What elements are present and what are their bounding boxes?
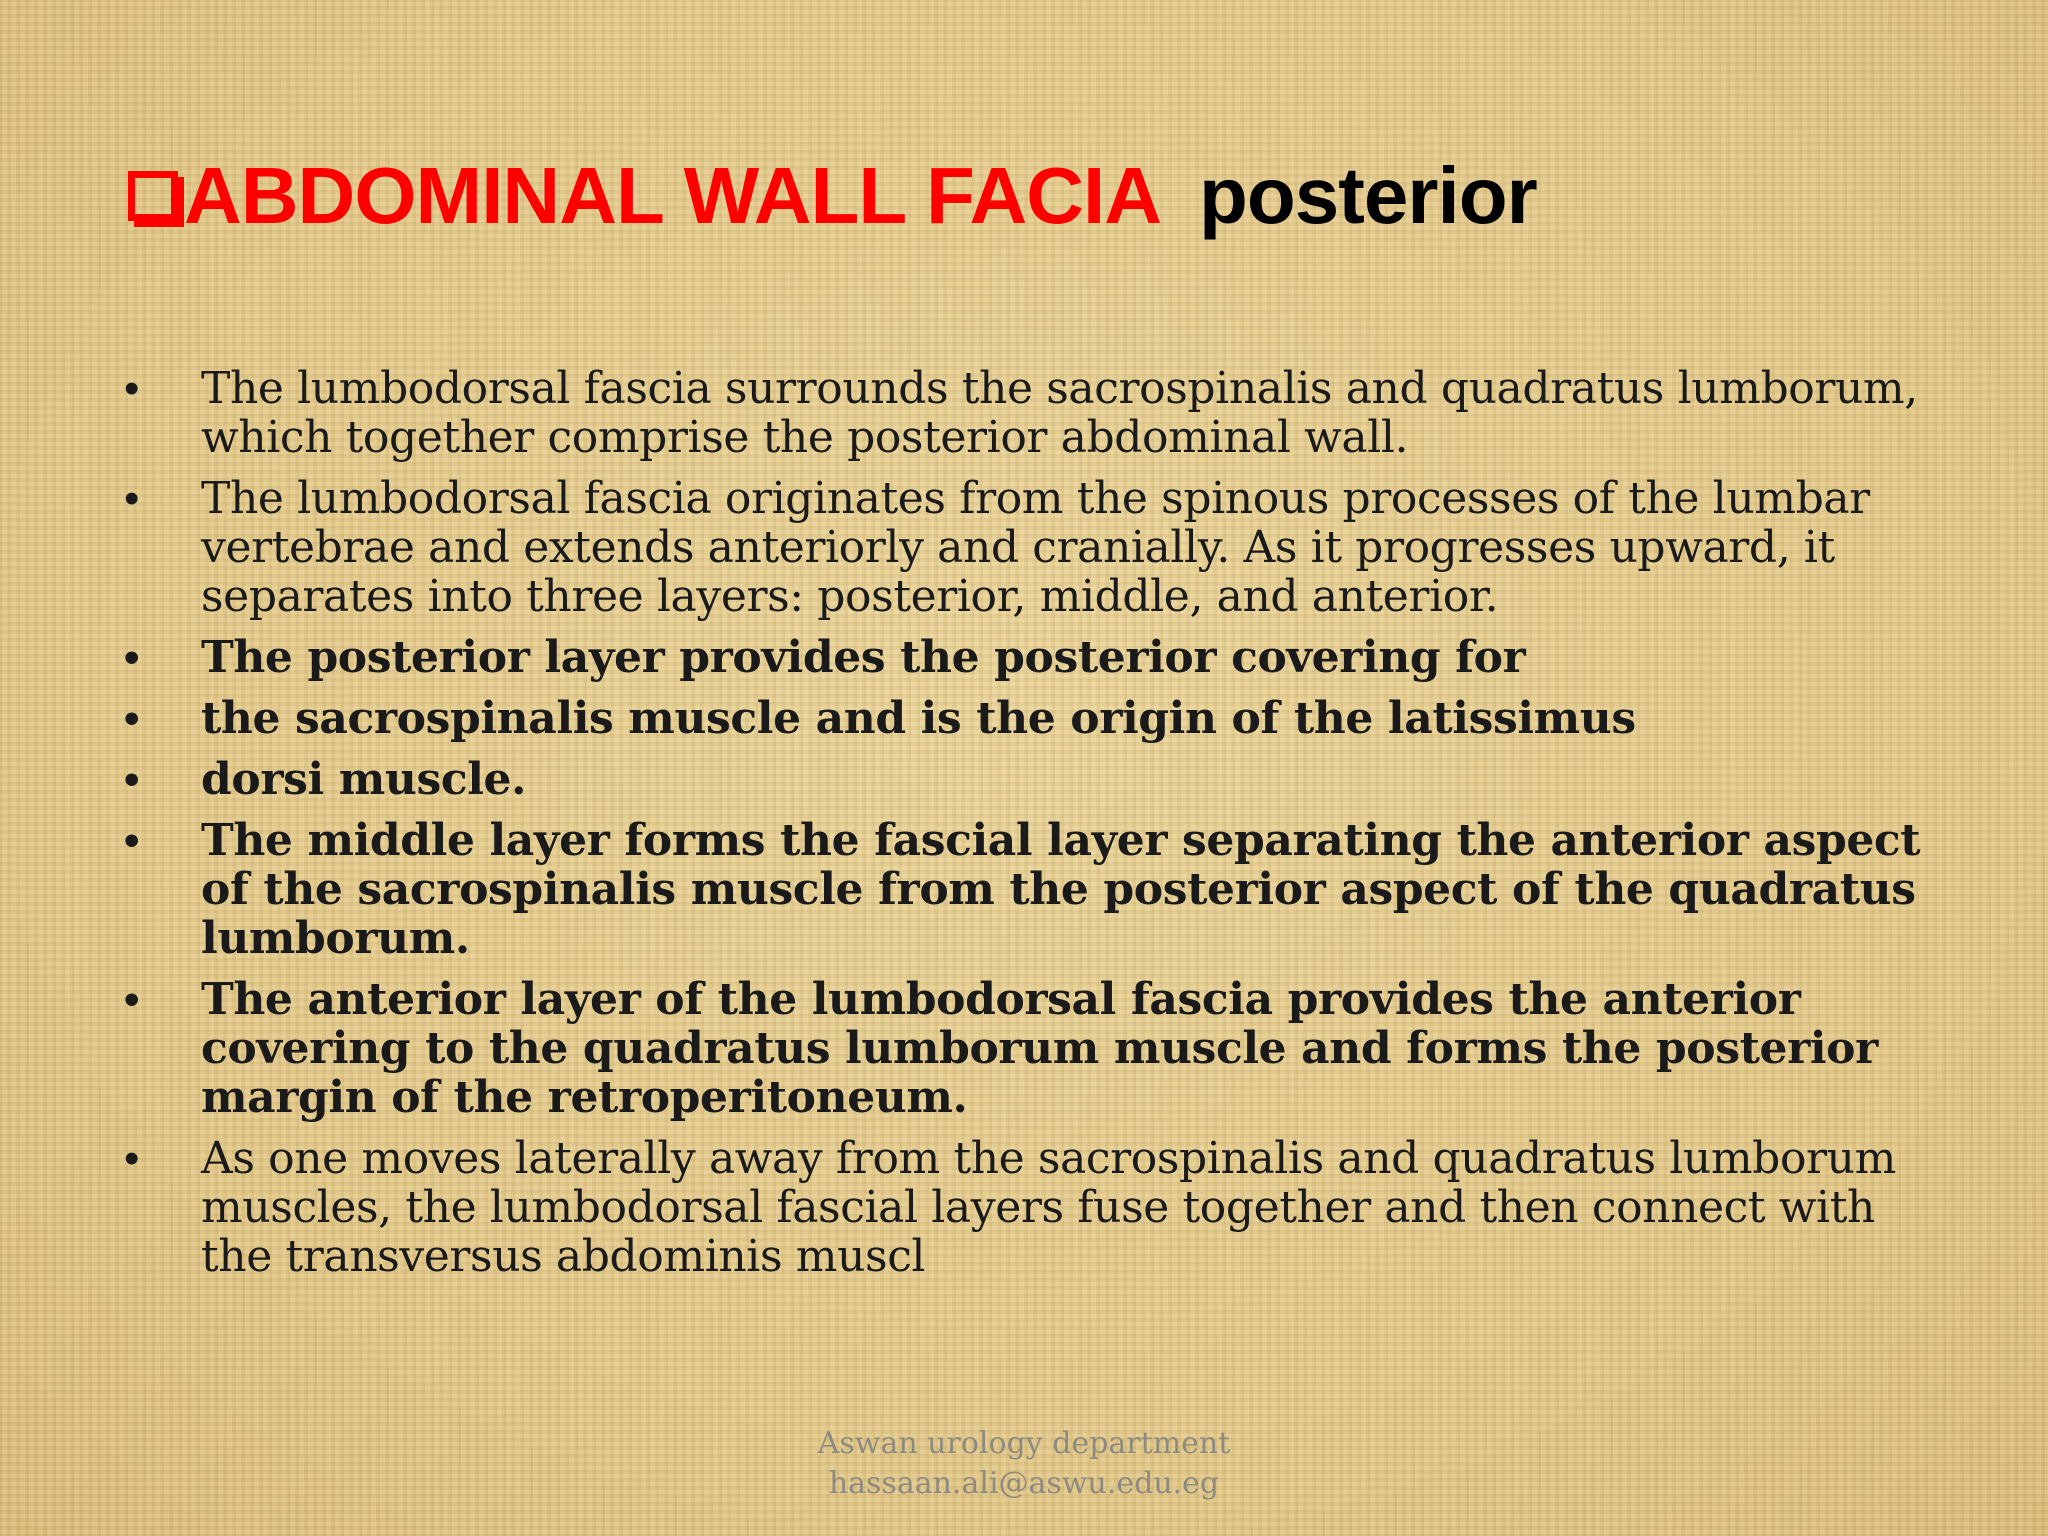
list-item bbox=[124, 694, 1924, 743]
title-main: ABDOMINAL WALL FACIA bbox=[184, 151, 1161, 240]
list-item bbox=[124, 816, 1924, 963]
checkbox-icon bbox=[128, 171, 178, 221]
bullet-icon: • bbox=[124, 1134, 140, 1183]
bullet-text: The anterior layer of the lumbodorsal fascia provides the anterior covering to the quadratus lumborum muscle and forms the posterior margin of the retroperitoneum. bbox=[201, 974, 1878, 1123]
list-item bbox=[124, 755, 1924, 804]
bullet-text: the sacrospinalis muscle and is the origin of the latissimus bbox=[201, 693, 1636, 744]
bullet-icon: • bbox=[124, 694, 140, 743]
list-item bbox=[124, 364, 1924, 462]
list-item bbox=[124, 474, 1924, 621]
bullet-icon: • bbox=[124, 816, 140, 865]
list-item bbox=[124, 975, 1924, 1122]
bullet-text: As one moves laterally away from the sacrospinalis and quadratus lumborum muscles, the lumbodorsal fascial layers fuse together and then connect with the transversus abdominis muscl bbox=[201, 1133, 1896, 1282]
list-item bbox=[124, 1134, 1924, 1281]
bullet-icon: • bbox=[124, 474, 140, 523]
bullet-list bbox=[124, 364, 1924, 1293]
slide-title bbox=[128, 148, 1537, 244]
bullet-text: dorsi muscle. bbox=[201, 754, 527, 805]
bullet-text: The posterior layer provides the posterior covering for bbox=[201, 632, 1526, 683]
footer-department: Aswan urology department bbox=[817, 1426, 1231, 1461]
bullet-icon: • bbox=[124, 364, 140, 413]
bullet-text: The lumbodorsal fascia surrounds the sacrospinalis and quadratus lumborum, which together comprise the posterior abdominal wall. bbox=[201, 363, 1918, 463]
bullet-icon: • bbox=[124, 633, 140, 682]
bullet-icon: • bbox=[124, 975, 140, 1024]
list-item bbox=[124, 633, 1924, 682]
bullet-icon: • bbox=[124, 755, 140, 804]
slide-footer bbox=[0, 1424, 2048, 1504]
title-suffix: posterior bbox=[1199, 151, 1537, 240]
footer-email: hassaan.ali@aswu.edu.eg bbox=[828, 1466, 1220, 1501]
bullet-text: The middle layer forms the fascial layer separating the anterior aspect of the sacrospinalis muscle from the posterior aspect of the quadratus lumborum. bbox=[201, 815, 1921, 964]
bullet-text: The lumbodorsal fascia originates from the spinous processes of the lumbar vertebrae and extends anteriorly and cranially. As it progresses upward, it separates into three layers: posterior, middle, and anterior. bbox=[201, 473, 1870, 622]
